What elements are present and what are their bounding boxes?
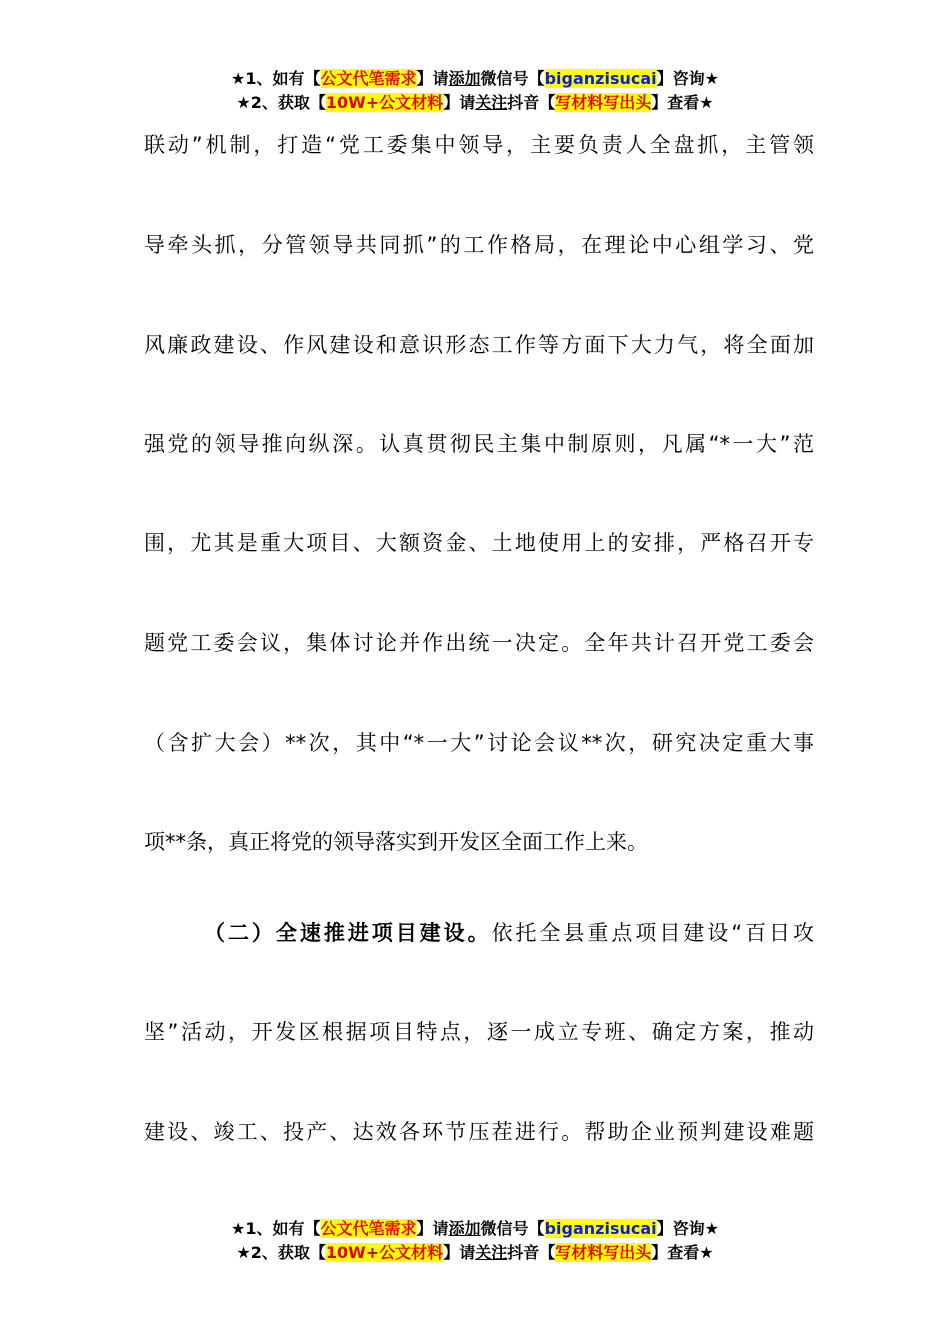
body-line: 联动”机制，打造“党工委集中领导，主要负责人全盘抓，主管领 (144, 133, 814, 157)
banner-line-1-underline: 添加 (448, 1219, 481, 1238)
body-line: 坚”活动，开发区根据项目特点，逐一成立专班、确定方案，推动 (144, 1020, 814, 1044)
body-line: 围，尤其是重大项目、大额资金、土地使用上的安排，严格召开专 (144, 531, 814, 555)
banner-line-1-wechat-id: biganzisucai (544, 1219, 657, 1238)
banner-line-1-prefix: ★1、如有【 (231, 69, 321, 88)
banner-line-2-suffix: 】查看★ (651, 93, 714, 112)
banner-line-2-mid: 】请 (443, 93, 476, 112)
banner-line-1-underline: 添加 (448, 69, 481, 88)
section-heading-line (204, 918, 814, 948)
banner-line-1-prefix: ★1、如有【 (231, 1219, 321, 1238)
banner-line-2-highlight-materials: 10W+公文材料 (325, 93, 444, 112)
banner-line-2-prefix: ★2、获取【 (236, 93, 326, 112)
banner-line-1-suffix: 】咨询★ (656, 69, 719, 88)
banner-line-2-mid2: 抖音【 (507, 1243, 556, 1262)
body-line: 强党的领导推向纵深。认真贯彻民主集中制原则，凡属“*一大”范 (144, 432, 814, 456)
body-line: 风廉政建设、作风建设和意识形态工作等方面下大力气，将全面加 (144, 333, 814, 357)
banner-line-1-highlight-service: 公文代笔需求 (320, 69, 417, 88)
banner-line-2 (0, 1241, 950, 1265)
section-heading: （二）全速推进项目建设。 (204, 921, 492, 945)
banner-line-1-mid: 】请 (416, 69, 449, 88)
banner-line-2-highlight-materials: 10W+公文材料 (325, 1243, 444, 1262)
banner-line-2-underline: 关注 (475, 1243, 508, 1262)
banner-line-1-suffix: 】咨询★ (656, 1219, 719, 1238)
body-line: 建设、竣工、投产、达效各环节压茬进行。帮助企业预判建设难题 (144, 1120, 814, 1144)
body-line: 题党工委会议，集体讨论并作出统一决定。全年共计召开党工委会 (144, 631, 814, 655)
body-line: （含扩大会）**次，其中“*一大”讨论会议**次，研究决定重大事 (144, 731, 814, 755)
banner-line-2 (0, 91, 950, 115)
body-line: 项**条，真正将党的领导落实到开发区全面工作上来。 (144, 830, 648, 854)
banner-line-2-suffix: 】查看★ (651, 1243, 714, 1262)
banner-line-1-highlight-service: 公文代笔需求 (320, 1219, 417, 1238)
body-line: 导牵头抓，分管领导共同抓”的工作格局，在理论中心组学习、党 (144, 233, 814, 257)
banner-line-1-mid2: 微信号【 (480, 69, 545, 88)
banner-line-2-douyin-name: 写材料写出头 (555, 1243, 652, 1262)
footer-banner (0, 1217, 950, 1265)
section-heading-rest: 依托全县重点项目建设“百日攻 (491, 921, 814, 945)
banner-line-2-mid2: 抖音【 (507, 93, 556, 112)
banner-line-1-mid: 】请 (416, 1219, 449, 1238)
banner-line-2-mid: 】请 (443, 1243, 476, 1262)
header-banner (0, 67, 950, 115)
banner-line-2-underline: 关注 (475, 93, 508, 112)
banner-line-1 (0, 1217, 950, 1241)
banner-line-2-prefix: ★2、获取【 (236, 1243, 326, 1262)
banner-line-1 (0, 67, 950, 91)
banner-line-1-wechat-id: biganzisucai (544, 69, 657, 88)
banner-line-1-mid2: 微信号【 (480, 1219, 545, 1238)
banner-line-2-douyin-name: 写材料写出头 (555, 93, 652, 112)
